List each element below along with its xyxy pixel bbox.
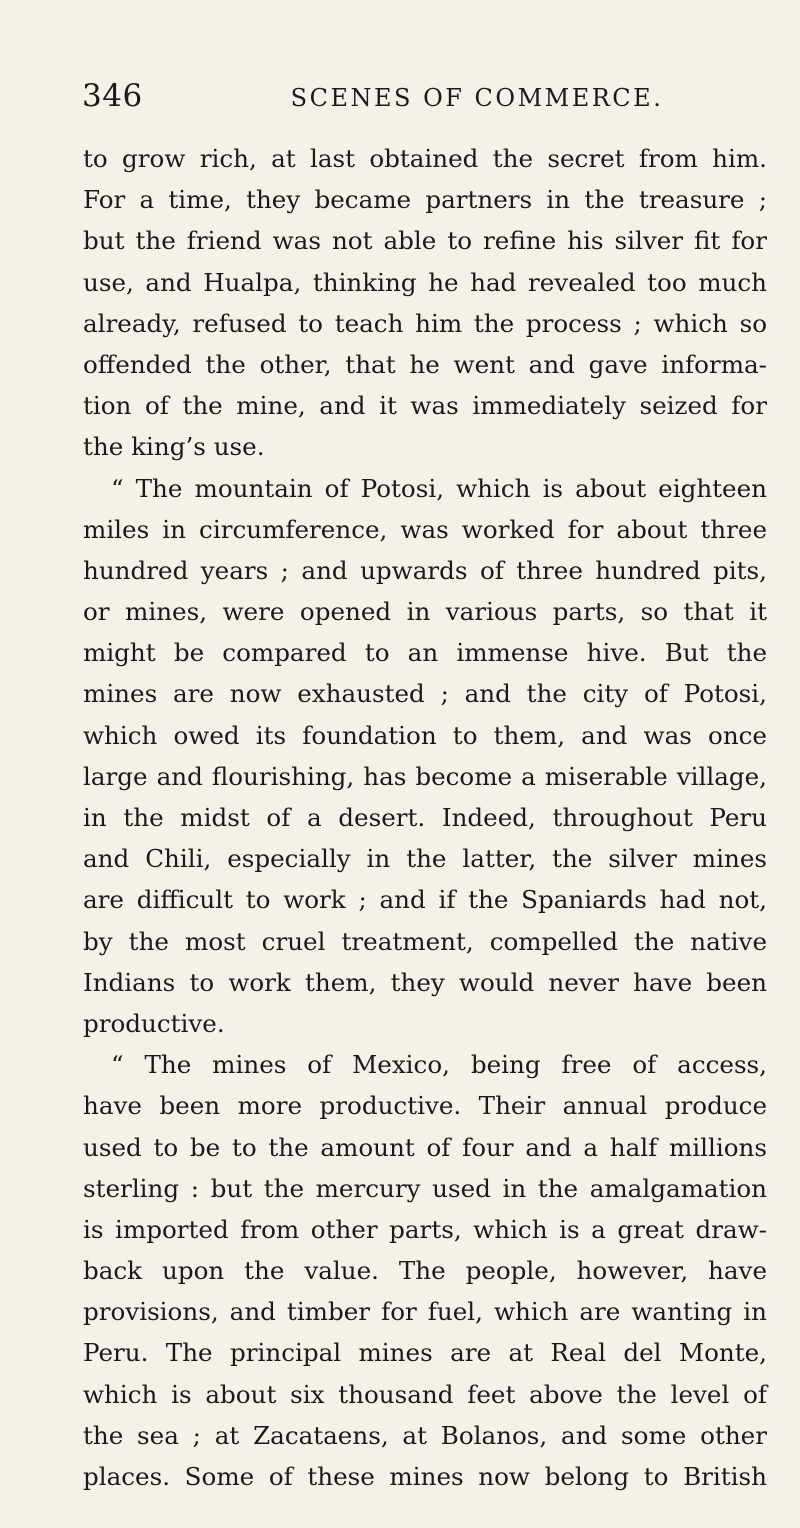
text-line: offended the other, that he went and gave informa- xyxy=(83,349,767,379)
body-text xyxy=(83,138,767,1497)
text-line: or mines, were opened in various parts, so that it xyxy=(83,597,767,627)
text-line: “ The mountain of Potosi, which is about eighteen xyxy=(111,473,767,503)
page-number: 346 xyxy=(82,78,143,114)
text-line: provisions, and timber for fuel, which are wanting in xyxy=(83,1297,767,1327)
text-line: but the friend was not able to refine his silver fit for xyxy=(83,226,767,256)
text-line: miles in circumference, was worked for about three xyxy=(83,514,767,544)
text-line: back upon the value. The people, however, have xyxy=(83,1256,767,1286)
text-line: productive. xyxy=(83,1008,225,1038)
text-line: Peru. The principal mines are at Real del Monte, xyxy=(83,1338,767,1368)
running-head: SCENES OF COMMERCE. xyxy=(290,84,664,112)
text-line: might be compared to an immense hive. But the xyxy=(83,638,767,668)
text-line: hundred years ; and upwards of three hundred pits, xyxy=(83,555,767,585)
text-line: which owed its foundation to them, and was once xyxy=(83,720,767,750)
text-line: and Chili, especially in the latter, the silver mines xyxy=(83,844,767,874)
text-line: have been more productive. Their annual produce xyxy=(83,1091,767,1121)
text-line: in the midst of a desert. Indeed, throughout Peru xyxy=(83,803,767,832)
text-line: use, and Hualpa, thinking he had revealed too much xyxy=(83,267,767,297)
text-line: tion of the mine, and it was immediately seized for xyxy=(83,391,767,421)
text-line: “ The mines of Mexico, being free of access, xyxy=(111,1050,767,1080)
text-line: the king’s use. xyxy=(83,432,265,462)
text-line: by the most cruel treatment, compelled the native xyxy=(83,926,767,956)
text-line: sterling : but the mercury used in the amalgamation xyxy=(83,1173,767,1203)
text-line: are difficult to work ; and if the Spaniards had not, xyxy=(83,885,767,915)
text-line: places. Some of these mines now belong to British xyxy=(83,1462,767,1491)
text-line: to grow rich, at last obtained the secret from him. xyxy=(83,144,767,173)
text-line: Indians to work them, they would never have been xyxy=(83,967,767,997)
page-header xyxy=(82,78,762,118)
text-line: which is about six thousand feet above the level of xyxy=(83,1379,767,1409)
text-line: already, refused to teach him the process ; which so xyxy=(83,308,767,338)
text-line: mines are now exhausted ; and the city of Potosi, xyxy=(83,679,767,709)
text-line: the sea ; at Zacataens, at Bolanos, and some other xyxy=(83,1420,767,1450)
text-line: large and flourishing, has become a miserable village, xyxy=(83,761,767,791)
text-line: For a time, they became partners in the treasure ; xyxy=(83,185,767,215)
text-line: is imported from other parts, which is a great draw- xyxy=(83,1214,767,1244)
text-line: used to be to the amount of four and a half millions xyxy=(83,1132,767,1162)
